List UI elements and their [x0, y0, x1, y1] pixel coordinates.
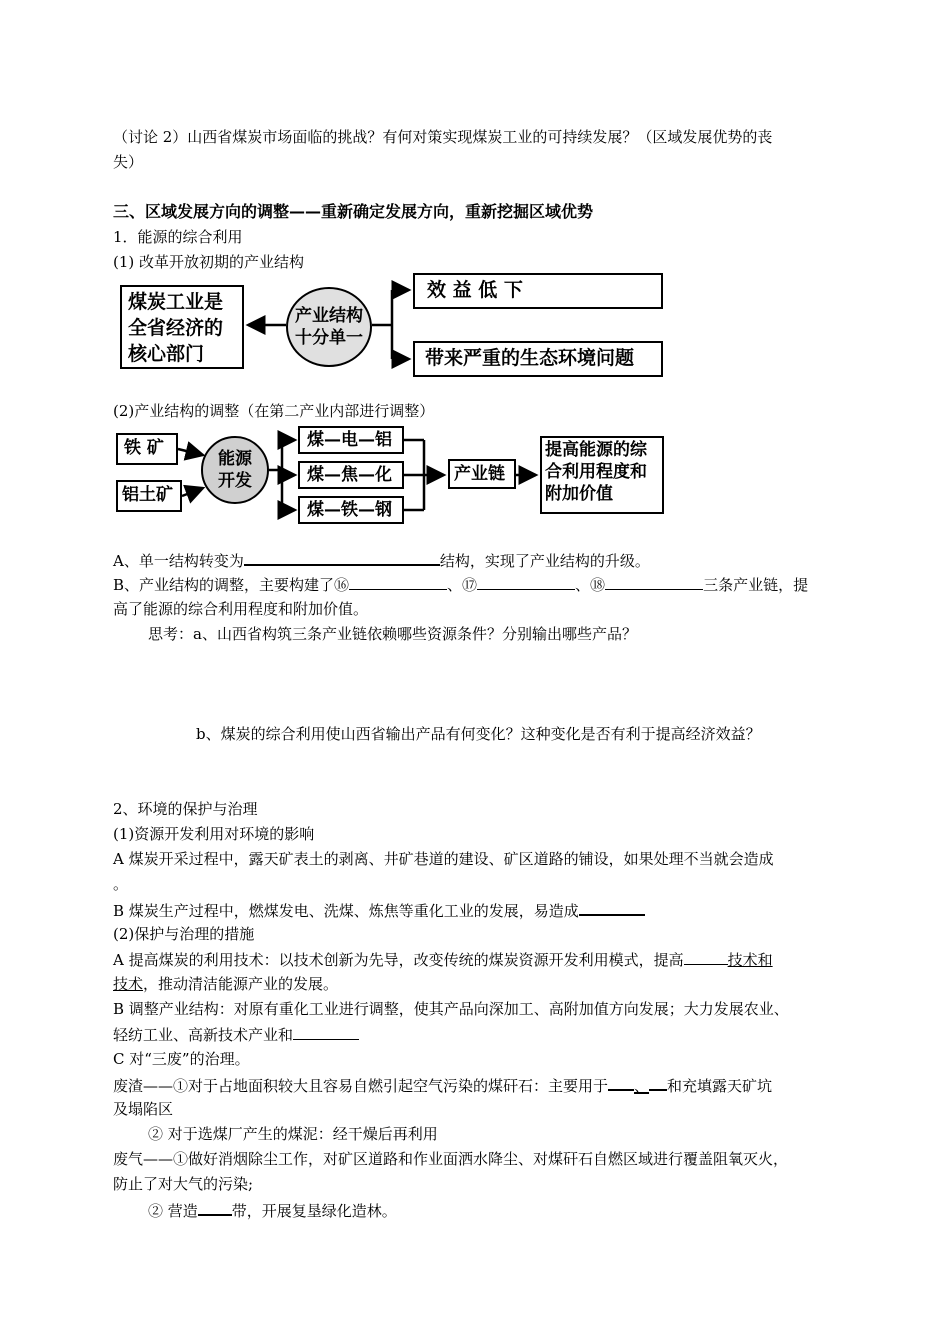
think-a: 思考：a、山西省构筑三条产业链依赖哪些资源条件？分别输出哪些产品？ [148, 625, 637, 643]
answer-blank-16[interactable] [349, 574, 447, 590]
gas-line-1: 废气——①做好消烟除尘工作，对矿区道路和作业面洒水降尘、对煤矸石自燃区域进行覆盖阻氧灭火， [113, 1150, 789, 1168]
env-title: 2、环境的保护与治理 [113, 800, 258, 818]
answer-blank-a[interactable] [244, 549, 440, 566]
slag-mid: 、 [634, 1077, 650, 1095]
answer-blank-measure-b[interactable] [293, 1024, 359, 1040]
env-b-line [113, 899, 645, 921]
answer-blank-slag-2[interactable] [649, 1074, 667, 1091]
measure-b-line-2 [113, 1024, 359, 1045]
gas-2 [148, 1199, 397, 1221]
discussion-line-1: （讨论 2）山西省煤炭市场面临的挑战？有何对策实现煤炭工业的可持续发展？（区域发展优势的丧 [113, 128, 773, 146]
chain-1-label: 煤—电—铝 [307, 430, 392, 450]
slag-line-2: 及塌陷区 [113, 1100, 174, 1118]
slag-2: ② 对于选煤厂产生的煤泥：经干燥后再利用 [148, 1125, 438, 1143]
energy-dev-line-1: 能源 [218, 449, 252, 469]
result-line-3: 附加价值 [545, 484, 613, 504]
measure-a-underlined-2: 技术 [113, 975, 144, 993]
section-3-title: 三、区域发展方向的调整——重新确定发展方向，重新挖掘区域优势 [113, 202, 594, 221]
slag-line-1 [113, 1074, 772, 1096]
measure-a-line-1 [113, 949, 773, 970]
eco-problems-label: 带来严重的生态环境问题 [425, 347, 635, 369]
measure-a-line-2 [113, 974, 338, 994]
question-a-prefix: A、单一结构转变为 [113, 552, 244, 570]
question-b-sep-1: 、⑰ [447, 576, 478, 594]
measure-b-text: 轻纺工业、高新技术产业和 [113, 1026, 294, 1044]
env-sub-2: (2)保护与治理的措施 [113, 925, 255, 943]
measure-b-line-1: B 调整产业结构：对原有重化工业进行调整，使其产品向深加工、高附加值方向发展；大力发展农业、 [113, 1000, 789, 1018]
result-line-2: 合利用程度和 [545, 462, 647, 482]
think-b: b、煤炭的综合利用使山西省输出产品有何变化？这种变化是否有利于提高经济效益？ [196, 725, 761, 743]
single-structure-line-1: 产业结构 [295, 306, 363, 326]
coal-core-line-2: 全省经济的 [128, 317, 224, 339]
gas-2-suffix: 带，开展复垦绿化造林。 [231, 1202, 397, 1220]
subsection-1-2-title: (2)产业结构的调整（在第二产业内部进行调整） [113, 402, 435, 420]
measure-a-underlined-1: 技术和 [727, 951, 773, 969]
answer-blank-17[interactable] [477, 574, 575, 590]
question-b-prefix: B、产业结构的调整，主要构建了⑯ [113, 576, 350, 594]
question-b-suffix: 三条产业链，提 [703, 576, 809, 594]
question-b-sep-2: 、⑱ [575, 576, 606, 594]
measure-c: C 对“三废”的治理。 [113, 1050, 250, 1068]
chain-2-label: 煤—焦—化 [307, 465, 392, 485]
gas-line-2: 防止了对大气的污染; [113, 1175, 254, 1193]
slag-prefix: 废渣——①对于占地面积较大且容易自燃引起空气污染的煤矸石：主要用于 [113, 1077, 609, 1095]
subsection-1-1-title: (1) 改革开放初期的产业结构 [113, 253, 305, 271]
coal-core-line-3: 核心部门 [128, 343, 205, 365]
measure-a-suffix: ，推动清洁能源产业的发展。 [143, 975, 339, 993]
coal-core-line-1: 煤炭工业是 [128, 291, 224, 313]
gas-2-prefix: ② 营造 [148, 1202, 198, 1220]
question-b [113, 574, 808, 595]
measure-a-prefix: A 提高煤炭的利用技术：以技术创新为先导，改变传统的煤炭资源开发利用模式，提高 [113, 951, 684, 969]
bauxite-label: 铝土矿 [122, 485, 173, 505]
subsection-1-title: 1．能源的综合利用 [113, 228, 243, 246]
discussion-line-2: 失） [113, 153, 144, 171]
question-b-line-2: 高了能源的综合利用程度和附加价值。 [113, 600, 369, 618]
env-sub-1: (1)资源开发利用对环境的影响 [113, 825, 315, 843]
answer-blank-env-b[interactable] [579, 899, 645, 916]
iron-ore-label: 铁 矿 [124, 438, 164, 458]
answer-blank-gas-2[interactable] [198, 1199, 232, 1216]
env-a-line-1: A 煤炭开采过程中，露天矿表土的剥离、井矿巷道的建设、矿区道路的铺设，如果处理不当就会造成 [113, 850, 774, 868]
industry-chain-label: 产业链 [454, 464, 505, 484]
single-structure-line-2: 十分单一 [295, 328, 363, 348]
env-a-line-2: 。 [113, 875, 129, 893]
question-a [113, 549, 650, 571]
chain-3-label: 煤—铁—钢 [307, 500, 392, 520]
answer-blank-measure-a[interactable] [684, 949, 728, 965]
answer-blank-slag-1[interactable] [608, 1074, 634, 1091]
env-b-text: B 煤炭生产过程中，燃煤发电、洗煤、炼焦等重化工业的发展，易造成 [113, 902, 579, 920]
question-a-suffix: 结构，实现了产业结构的升级。 [439, 552, 650, 570]
slag-suffix: 和充填露天矿坑 [667, 1077, 773, 1095]
energy-dev-line-2: 开发 [218, 471, 252, 491]
result-line-1: 提高能源的综 [545, 440, 647, 460]
answer-blank-18[interactable] [605, 574, 703, 590]
low-efficiency-label: 效 益 低 下 [427, 279, 523, 301]
